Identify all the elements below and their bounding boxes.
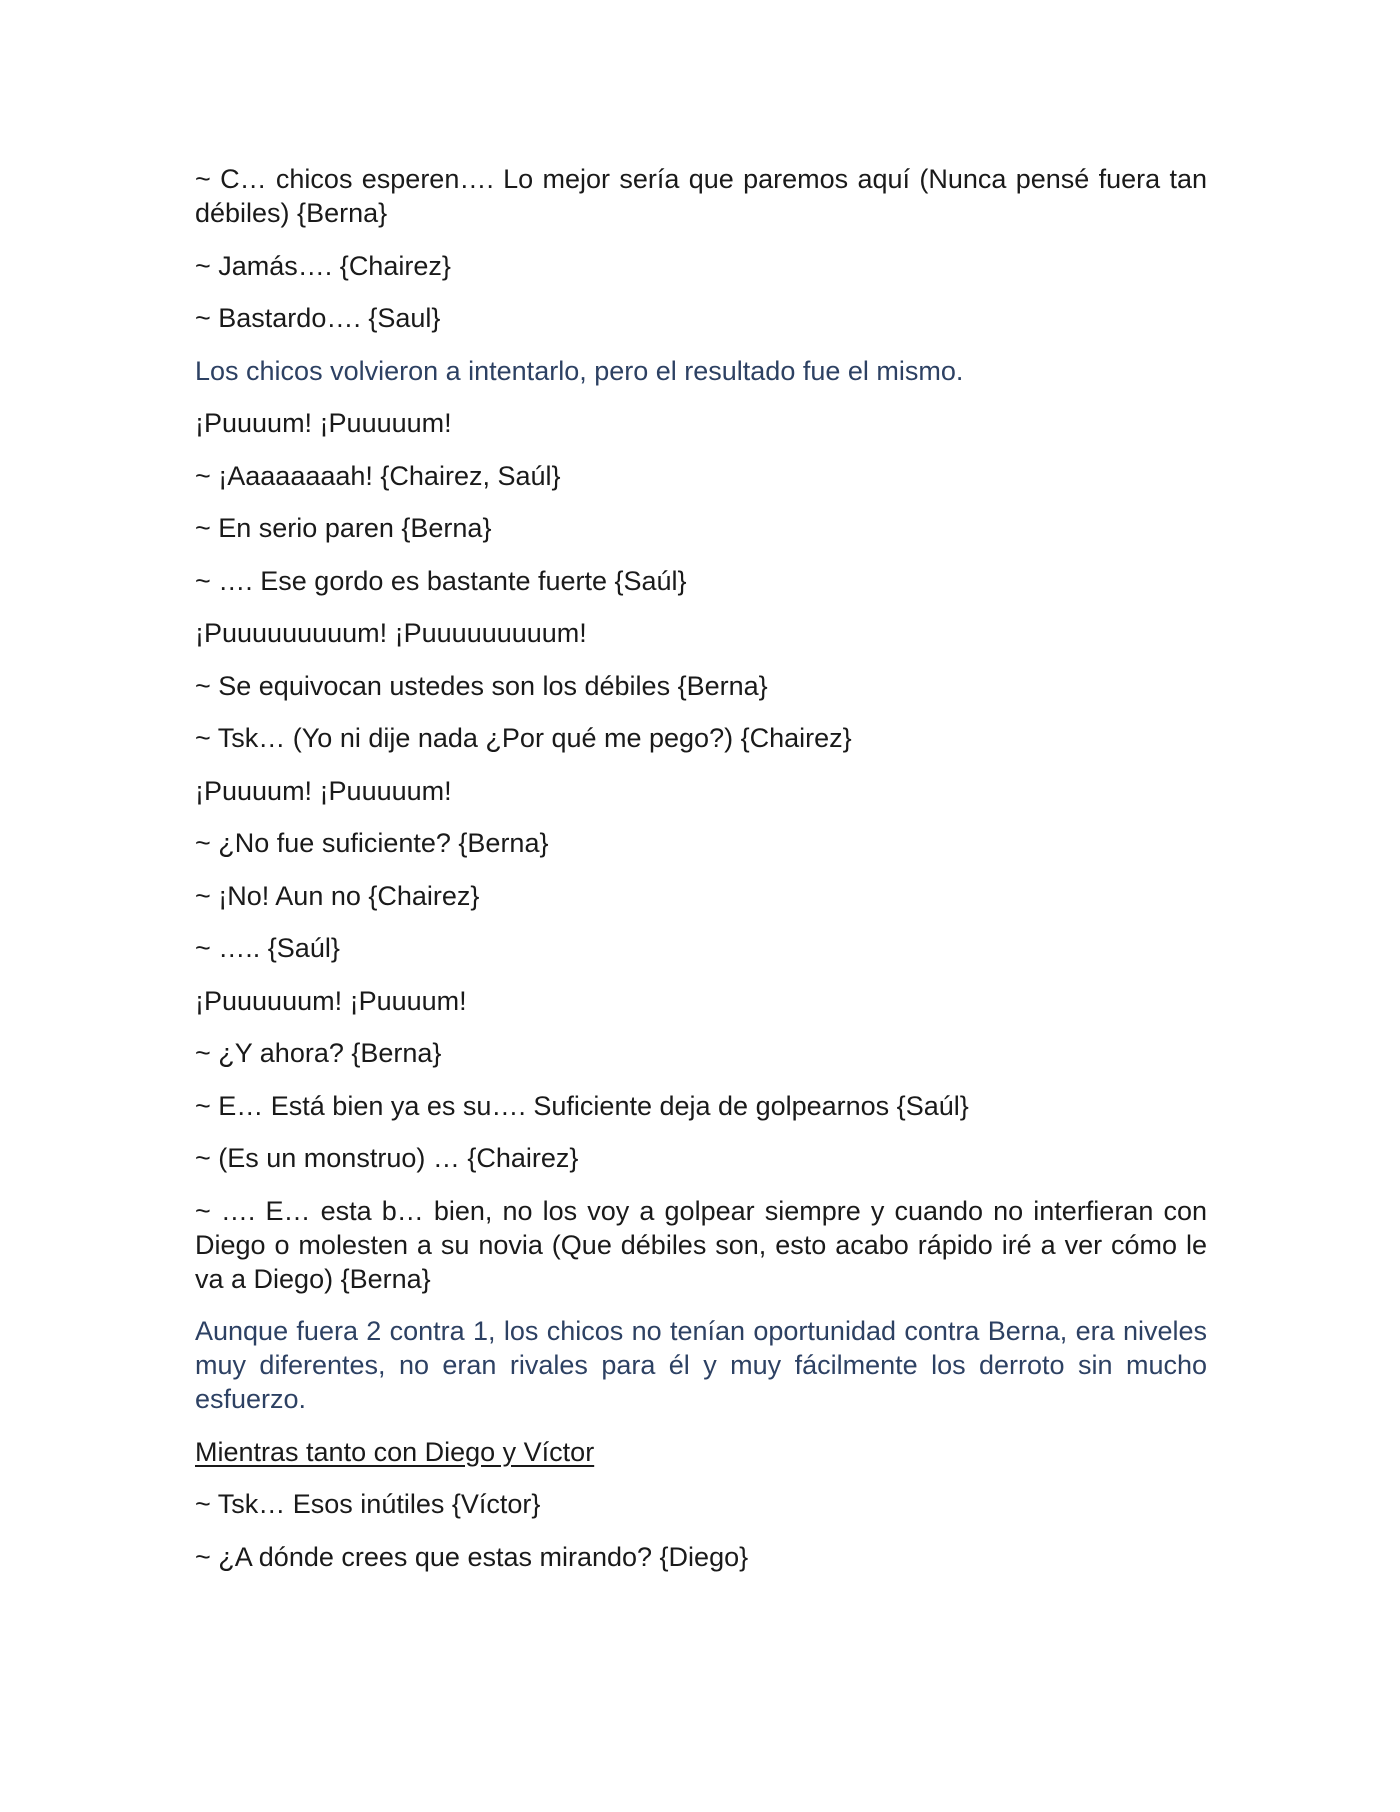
document-page	[195, 162, 1207, 1592]
narration-paragraph: Los chicos volvieron a intentarlo, pero el resultado fue el mismo.	[195, 355, 964, 386]
dialogue-line: ~ Se equivocan ustedes son los débiles {Berna}	[195, 670, 768, 701]
dialogue-line: ~ (Es un monstruo) … {Chairez}	[195, 1143, 579, 1173]
scene-heading: Mientras tanto con Diego y Víctor	[195, 1436, 595, 1467]
sound-effect-line: ¡Puuuuuuuuum! ¡Puuuuuuuuum!	[195, 618, 587, 648]
sound-effect-line: ¡Puuuum! ¡Puuuuum!	[195, 408, 452, 438]
dialogue-line: ~ ¿No fue suficiente? {Berna}	[195, 828, 549, 858]
sound-effect-line: ¡Puuuuuum! ¡Puuuum!	[195, 985, 467, 1016]
dialogue-line: ~ …. E… esta b… bien, no los voy a golpear siempre y cuando no interfieran con Diego o molesten a su novia (Que débiles son, esto acabo rápido iré a ver cómo le va a Diego) {Berna}	[195, 1195, 1207, 1294]
dialogue-line: ~ ¿Y ahora? {Berna}	[195, 1038, 442, 1068]
dialogue-line: ~ …. Ese gordo es bastante fuerte {Saúl}	[195, 565, 687, 596]
dialogue-line: ~ ¡No! Aun no {Chairez}	[195, 880, 480, 911]
narration-paragraph: Aunque fuera 2 contra 1, los chicos no tenían oportunidad contra Berna, era niveles muy diferentes, no eran rivales para él y muy fácilmente los derroto sin mucho esfuerzo.	[195, 1316, 1207, 1414]
dialogue-line: ~ En serio paren {Berna}	[195, 513, 492, 543]
dialogue-line: ~ E… Está bien ya es su…. Suficiente deja de golpearnos {Saúl}	[195, 1090, 969, 1121]
dialogue-line: ~ ….. {Saúl}	[195, 933, 340, 963]
dialogue-line: ~ C… chicos esperen…. Lo mejor sería que paremos aquí (Nunca pensé fuera tan débiles) {Berna}	[195, 164, 1207, 228]
dialogue-line: ~ Tsk… Esos inútiles {Víctor}	[195, 1489, 541, 1519]
dialogue-line: ~ ¡Aaaaaaaah! {Chairez, Saúl}	[195, 460, 561, 491]
dialogue-line: ~ Jamás…. {Chairez}	[195, 250, 451, 281]
dialogue-line: ~ Bastardo…. {Saul}	[195, 303, 441, 333]
sound-effect-line: ¡Puuuum! ¡Puuuuum!	[195, 775, 452, 806]
dialogue-line: ~ Tsk… (Yo ni dije nada ¿Por qué me pego?) {Chairez}	[195, 723, 852, 753]
dialogue-line: ~ ¿A dónde crees que estas mirando? {Diego}	[195, 1541, 749, 1572]
